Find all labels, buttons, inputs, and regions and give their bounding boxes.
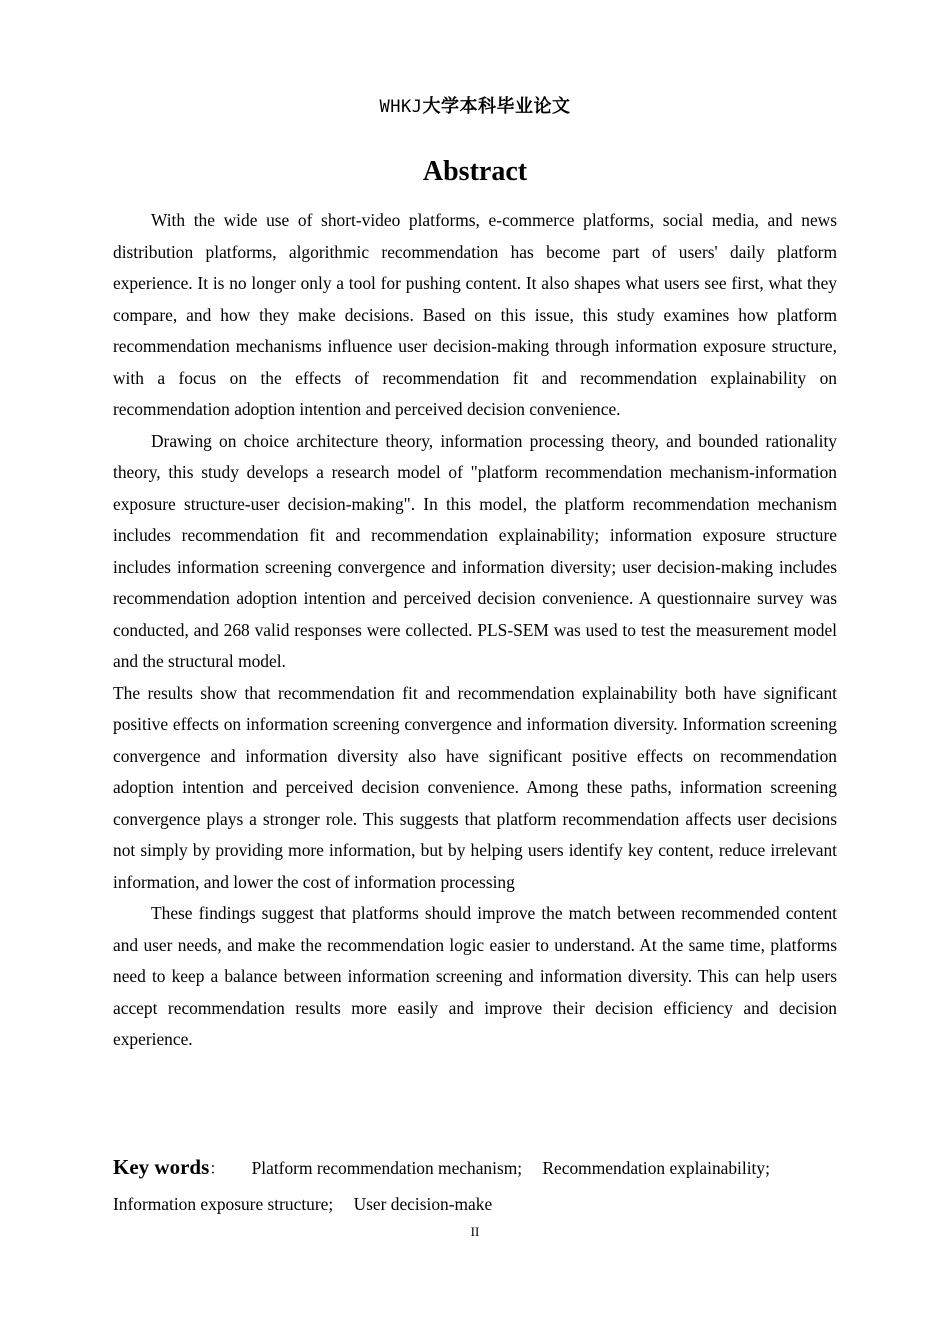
keyword-item: User decision-make [353,1194,493,1214]
keyword-item: Recommendation explainability; [542,1158,770,1178]
abstract-paragraph-3: The results show that recommendation fit and recommendation explainability both have significant positive effects on information screening convergence and information diversity. Information screening convergence and information diversity also have significant positive effects on recommendation adoption intention and perceived decision convenience. Among these paths, information screening convergence plays a stronger role. This suggests that platform recommendation affects user decisions not simply by providing more information, but by helping users identify key content, reduce irrelevant information, and lower the cost of information processing [113,682,837,892]
abstract-paragraph-4: These findings suggest that platforms should improve the match between recommended content and user needs, and make the recommendation logic easier to understand. At the same time, platforms need to keep a balance between information screening and information diversity. This can help users accept recommendation results more easily and improve their decision efficiency and decision experience. [113,903,837,1049]
keyword-item: Platform recommendation mechanism; [251,1158,523,1178]
abstract-paragraph-2: Drawing on choice architecture theory, information processing theory, and bounded rationality theory, this study develops a research model of "platform recommendation mechanism-information exposure structure-user decision-making". In this model, the platform recommendation mechanism includes recommendation fit and recommendation explainability; information exposure structure includes information screening convergence and information diversity; user decision-making includes recommendation adoption intention and perceived decision convenience. A questionnaire survey was conducted, and 268 valid responses were collected. PLS-SEM was used to test the measurement model and the structural model. [113,430,837,671]
running-header [0,94,950,120]
keywords-label: Key words [113,1155,210,1179]
abstract-paragraph-1: With the wide use of short-video platforms, e-commerce platforms, social media, and news distribution platforms, algorithmic recommendation has become part of users' daily platform experience. It is no longer only a tool for pushing content. It also shapes what users see first, what they compare, and how they make decisions. Based on this issue, this study examines how platform recommendation mechanisms influence user decision-making through information exposure structure, with a focus on the effects of recommendation fit and recommendation explainability on recommendation adoption intention and perceived decision convenience. [113,210,837,419]
keywords-block [113,1150,843,1221]
header-thesis-label: 大学本科毕业论文 [422,96,571,117]
keyword-item: Information exposure structure; [113,1194,334,1214]
abstract-title: Abstract [422,156,528,187]
page-number: II [470,1224,480,1239]
header-university-code: WHKJ [379,97,423,117]
keywords-colon: ： [209,1161,226,1178]
abstract-body [113,205,837,1056]
